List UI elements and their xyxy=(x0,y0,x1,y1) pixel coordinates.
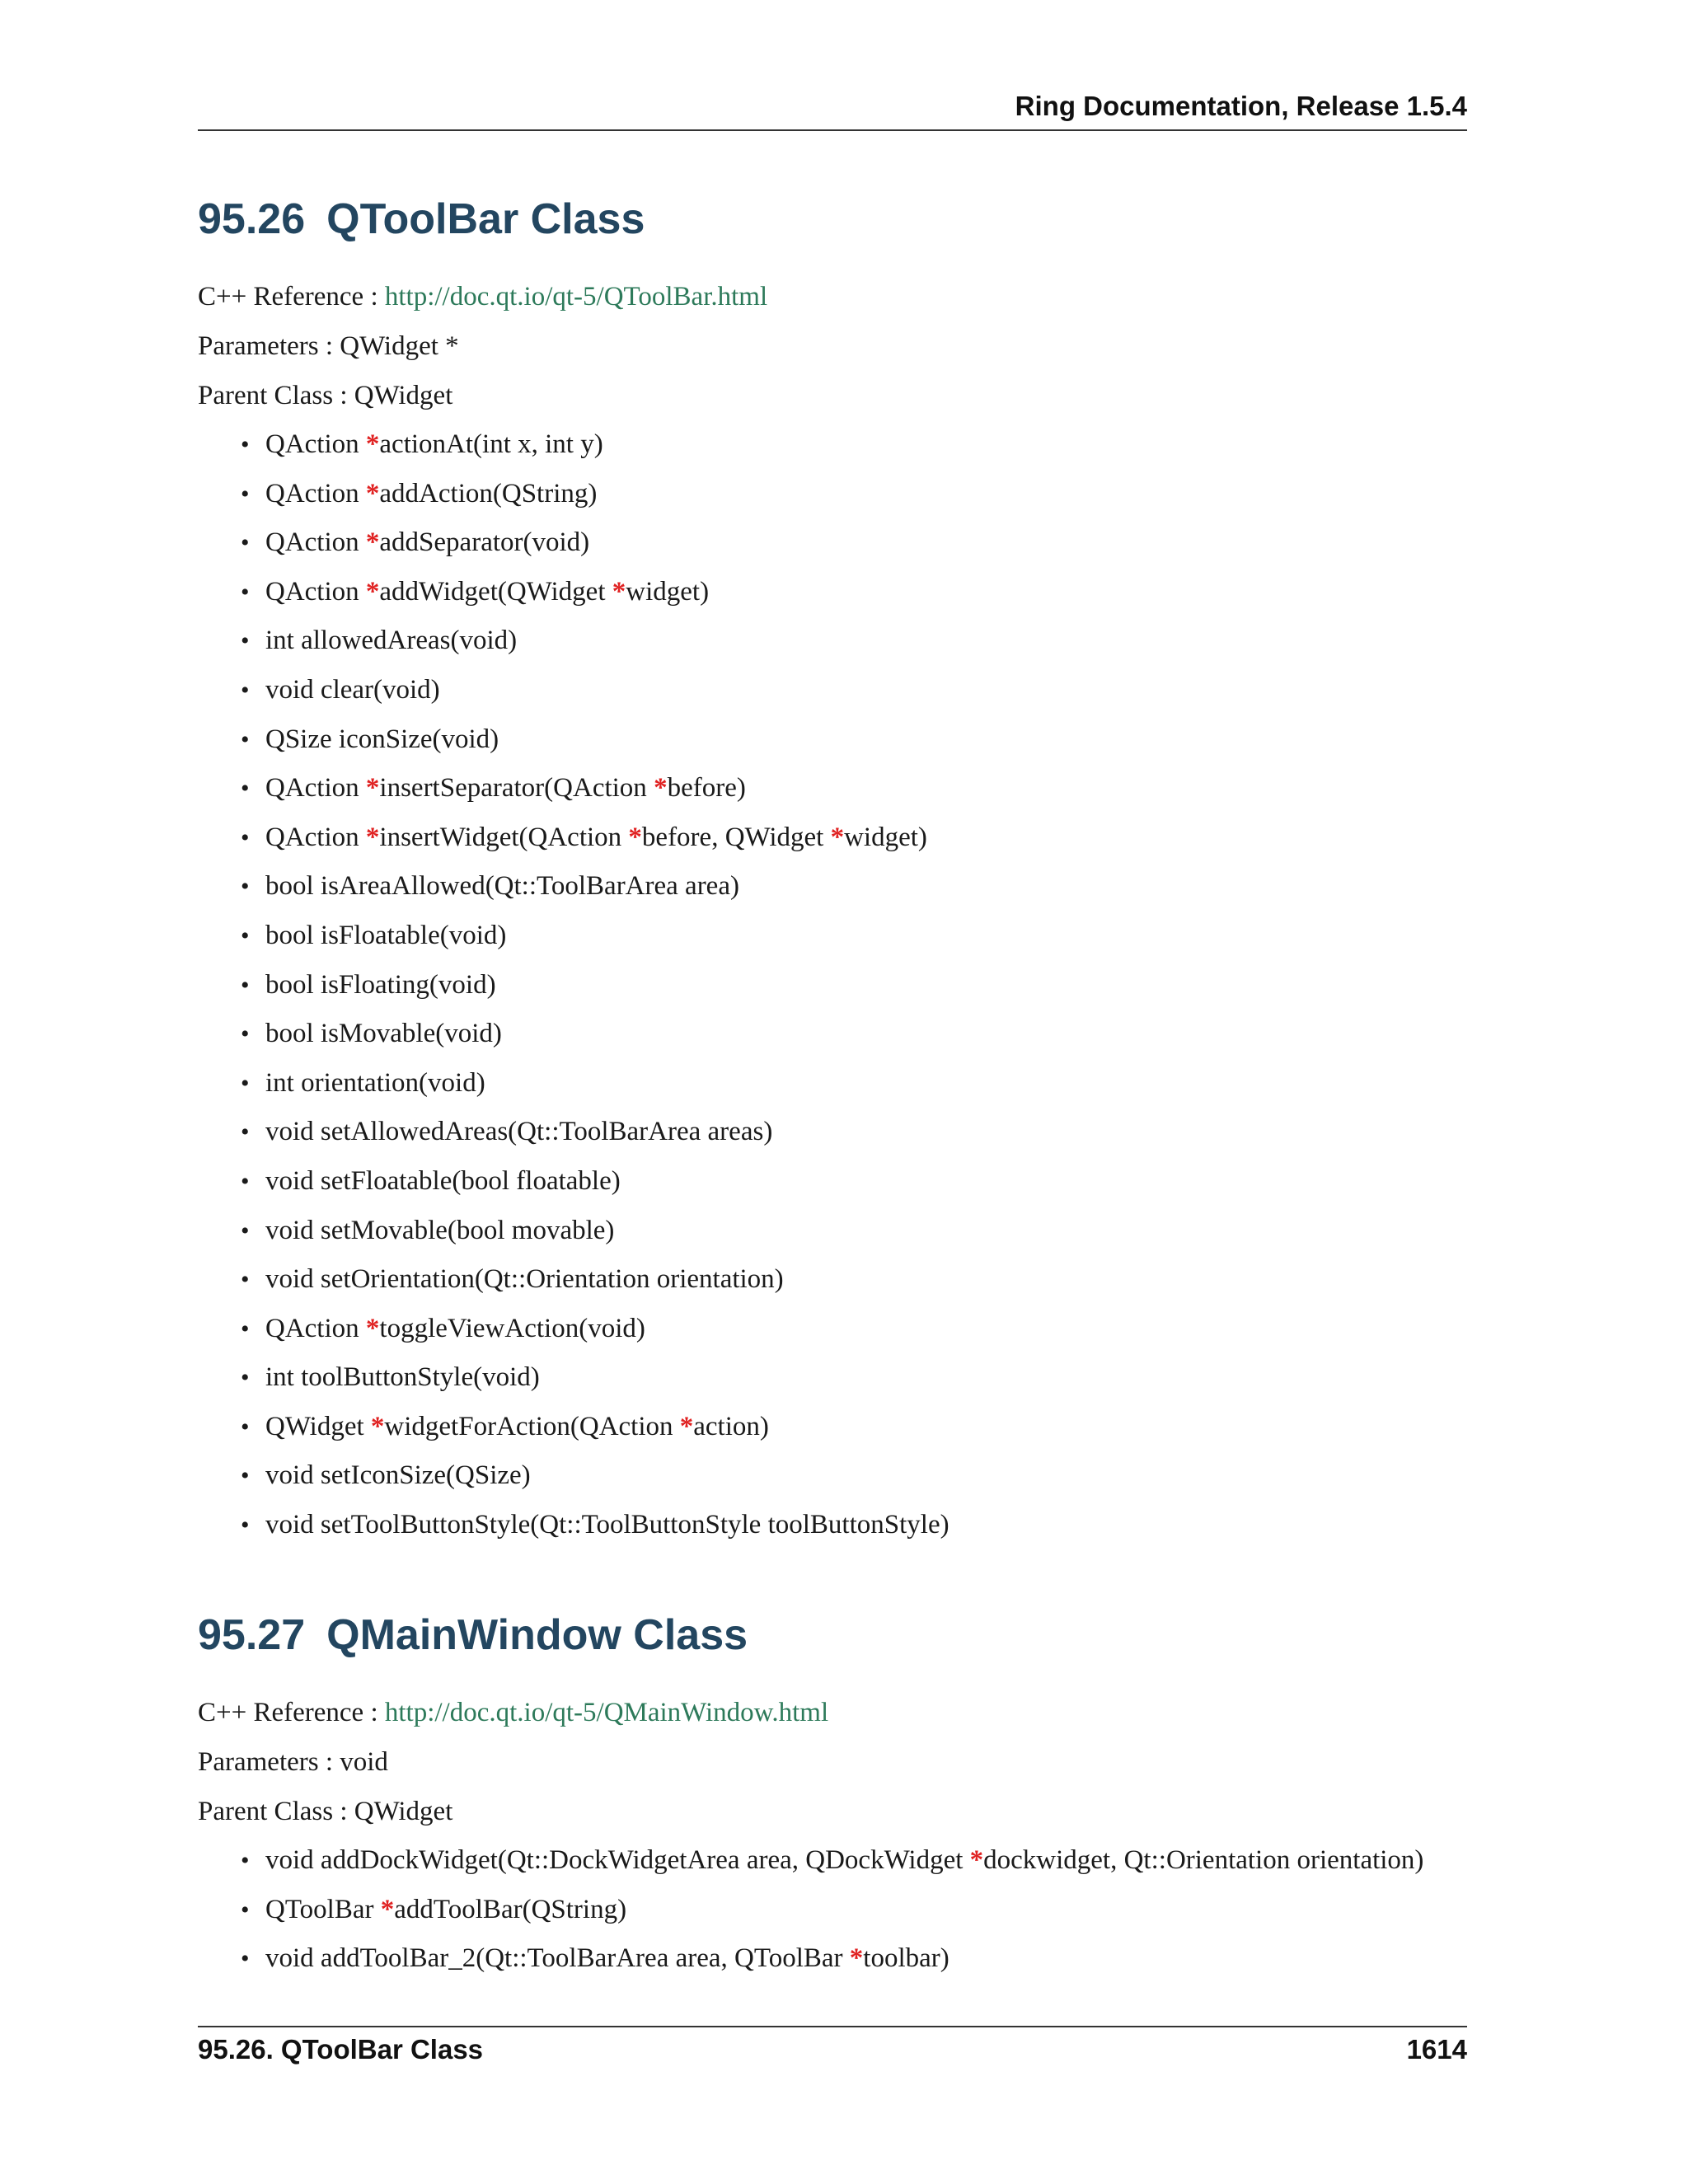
method-item xyxy=(198,1451,1467,1501)
pointer-asterisk: * xyxy=(365,527,380,558)
bullet-icon: • xyxy=(241,1315,250,1343)
footer-section: 95.26. QToolBar Class xyxy=(198,2034,484,2064)
section-qtoolbar xyxy=(198,188,1467,1550)
method-text: actionAt(int x, int y) xyxy=(379,429,603,459)
method-item xyxy=(198,470,1467,519)
method-text: void setFloatable(bool floatable) xyxy=(265,1165,621,1196)
method-text: toolbar) xyxy=(863,1943,950,1974)
document-page xyxy=(198,0,1467,2184)
method-text: QAction xyxy=(265,478,366,509)
running-header: Ring Documentation, Release 1.5.4 xyxy=(1015,91,1467,121)
parent-class-line: Parent Class : QWidget xyxy=(198,381,453,410)
section-heading xyxy=(198,188,1467,251)
cpp-reference-label: C++ Reference : xyxy=(198,282,385,312)
bullet-icon: • xyxy=(241,1266,250,1294)
bullet-icon: • xyxy=(241,823,250,851)
bullet-icon: • xyxy=(241,921,250,949)
cpp-reference xyxy=(198,272,1467,321)
method-item xyxy=(198,1886,1467,1935)
bullet-icon: • xyxy=(241,1896,250,1924)
class-meta xyxy=(198,1688,1467,1836)
method-text: void addToolBar_2(Qt::ToolBarArea area, QToolBar xyxy=(265,1943,850,1974)
method-text: bool isFloating(void) xyxy=(265,969,496,1000)
method-list xyxy=(198,420,1467,1550)
pointer-asterisk: * xyxy=(654,773,668,804)
method-item xyxy=(198,715,1467,765)
pointer-asterisk: * xyxy=(628,822,642,852)
method-text: bool isAreaAllowed(Qt::ToolBarArea area) xyxy=(265,871,739,902)
pointer-asterisk: * xyxy=(370,1411,385,1441)
method-text: widgetForAction(QAction xyxy=(384,1411,680,1441)
pointer-asterisk: * xyxy=(849,1943,864,1974)
method-text: QWidget xyxy=(265,1411,371,1441)
method-item xyxy=(198,912,1467,961)
bullet-icon: • xyxy=(241,1364,250,1392)
pointer-asterisk: * xyxy=(365,576,380,607)
method-item xyxy=(198,1108,1467,1157)
method-text: QToolBar xyxy=(265,1894,381,1924)
method-item xyxy=(198,420,1467,470)
pointer-asterisk: * xyxy=(365,822,380,852)
method-text: action) xyxy=(693,1411,769,1441)
method-item xyxy=(198,1305,1467,1354)
method-text: insertSeparator(QAction xyxy=(379,773,654,804)
pointer-asterisk: * xyxy=(365,773,380,804)
method-item xyxy=(198,518,1467,568)
method-item xyxy=(198,813,1467,863)
section-number: 95.27 xyxy=(198,1611,306,1659)
cpp-reference xyxy=(198,1688,1467,1737)
section-heading xyxy=(198,1604,1467,1666)
cpp-reference-link[interactable]: http://doc.qt.io/qt-5/QToolBar.html xyxy=(384,282,768,312)
section-title: QMainWindow Class xyxy=(326,1611,748,1659)
parameters-line: Parameters : QWidget * xyxy=(198,331,459,361)
header-rule xyxy=(198,129,1467,131)
pointer-asterisk: * xyxy=(969,1845,984,1875)
cpp-reference-label: C++ Reference : xyxy=(198,1698,385,1727)
method-text: void setToolButtonStyle(Qt::ToolButtonStyle toolButtonStyle) xyxy=(265,1510,950,1540)
pointer-asterisk: * xyxy=(830,822,845,852)
method-text: addToolBar(QString) xyxy=(394,1894,627,1924)
pointer-asterisk: * xyxy=(612,576,626,607)
method-text: QAction xyxy=(265,429,366,459)
method-item xyxy=(198,1059,1467,1108)
pointer-asterisk: * xyxy=(679,1411,694,1441)
bullet-icon: • xyxy=(241,971,250,999)
class-meta xyxy=(198,272,1467,420)
method-text: QAction xyxy=(265,822,366,852)
method-text: bool isMovable(void) xyxy=(265,1019,502,1049)
pointer-asterisk: * xyxy=(365,429,380,459)
bullet-icon: • xyxy=(241,529,250,557)
footer-rule xyxy=(198,2026,1467,2027)
method-text: bool isFloatable(void) xyxy=(265,920,507,950)
method-text: void setIconSize(QSize) xyxy=(265,1460,531,1491)
section-title: QToolBar Class xyxy=(326,195,645,243)
bullet-icon: • xyxy=(241,873,250,901)
section-qmainwindow xyxy=(198,1604,1467,1984)
bullet-icon: • xyxy=(241,676,250,704)
method-item xyxy=(198,961,1467,1010)
method-text: void setOrientation(Qt::Orientation orientation) xyxy=(265,1264,784,1295)
method-text: int allowedAreas(void) xyxy=(265,626,518,656)
method-text: widget) xyxy=(844,822,927,852)
method-item xyxy=(198,764,1467,813)
pointer-asterisk: * xyxy=(365,478,380,509)
method-item xyxy=(198,1501,1467,1550)
method-text: void setMovable(bool movable) xyxy=(265,1215,615,1245)
bullet-icon: • xyxy=(241,1847,250,1874)
method-item xyxy=(198,616,1467,666)
method-text: addWidget(QWidget xyxy=(379,576,612,607)
parameters-line: Parameters : void xyxy=(198,1747,388,1777)
parent-class-line: Parent Class : QWidget xyxy=(198,1797,453,1826)
method-text: addSeparator(void) xyxy=(379,527,590,558)
page-number: 1614 xyxy=(1406,2034,1467,2064)
bullet-icon: • xyxy=(241,1216,250,1244)
pointer-asterisk: * xyxy=(380,1894,395,1924)
bullet-icon: • xyxy=(241,1413,250,1441)
bullet-icon: • xyxy=(241,1945,250,1973)
method-text: QAction xyxy=(265,773,366,804)
bullet-icon: • xyxy=(241,1118,250,1146)
bullet-icon: • xyxy=(241,1069,250,1097)
bullet-icon: • xyxy=(241,1462,250,1490)
method-text: void addDockWidget(Qt::DockWidgetArea area, QDockWidget xyxy=(265,1845,970,1875)
bullet-icon: • xyxy=(241,480,250,508)
method-item xyxy=(198,1403,1467,1452)
method-text: QAction xyxy=(265,1313,366,1343)
method-item xyxy=(198,1934,1467,1984)
method-text: QSize iconSize(void) xyxy=(265,724,499,754)
method-text: int orientation(void) xyxy=(265,1067,485,1098)
method-text: dockwidget, Qt::Orientation orientation) xyxy=(983,1845,1424,1875)
method-item xyxy=(198,1010,1467,1059)
method-item xyxy=(198,862,1467,912)
bullet-icon: • xyxy=(241,431,250,458)
method-text: addAction(QString) xyxy=(379,478,598,509)
method-text: int toolButtonStyle(void) xyxy=(265,1362,540,1393)
bullet-icon: • xyxy=(241,1167,250,1195)
method-text: QAction xyxy=(265,527,366,558)
method-item xyxy=(198,568,1467,617)
method-text: before, QWidget xyxy=(641,822,831,852)
bullet-icon: • xyxy=(241,775,250,803)
bullet-icon: • xyxy=(241,627,250,655)
method-text: void setAllowedAreas(Qt::ToolBarArea areas) xyxy=(265,1117,773,1147)
method-item xyxy=(198,1255,1467,1305)
method-item xyxy=(198,1836,1467,1886)
method-text: toggleViewAction(void) xyxy=(379,1313,645,1343)
bullet-icon: • xyxy=(241,578,250,606)
method-item xyxy=(198,1157,1467,1207)
method-item xyxy=(198,1353,1467,1403)
method-text: QAction xyxy=(265,576,366,607)
pointer-asterisk: * xyxy=(365,1313,380,1343)
method-text: void clear(void) xyxy=(265,674,440,705)
bullet-icon: • xyxy=(241,1511,250,1540)
cpp-reference-link[interactable]: http://doc.qt.io/qt-5/QMainWindow.html xyxy=(384,1698,829,1727)
method-list xyxy=(198,1836,1467,1984)
bullet-icon: • xyxy=(241,725,250,753)
method-text: before) xyxy=(667,773,746,804)
method-item xyxy=(198,666,1467,715)
method-text: widget) xyxy=(626,576,710,607)
section-number: 95.26 xyxy=(198,195,306,243)
method-text: insertWidget(QAction xyxy=(379,822,629,852)
method-item xyxy=(198,1207,1467,1256)
bullet-icon: • xyxy=(241,1020,250,1048)
